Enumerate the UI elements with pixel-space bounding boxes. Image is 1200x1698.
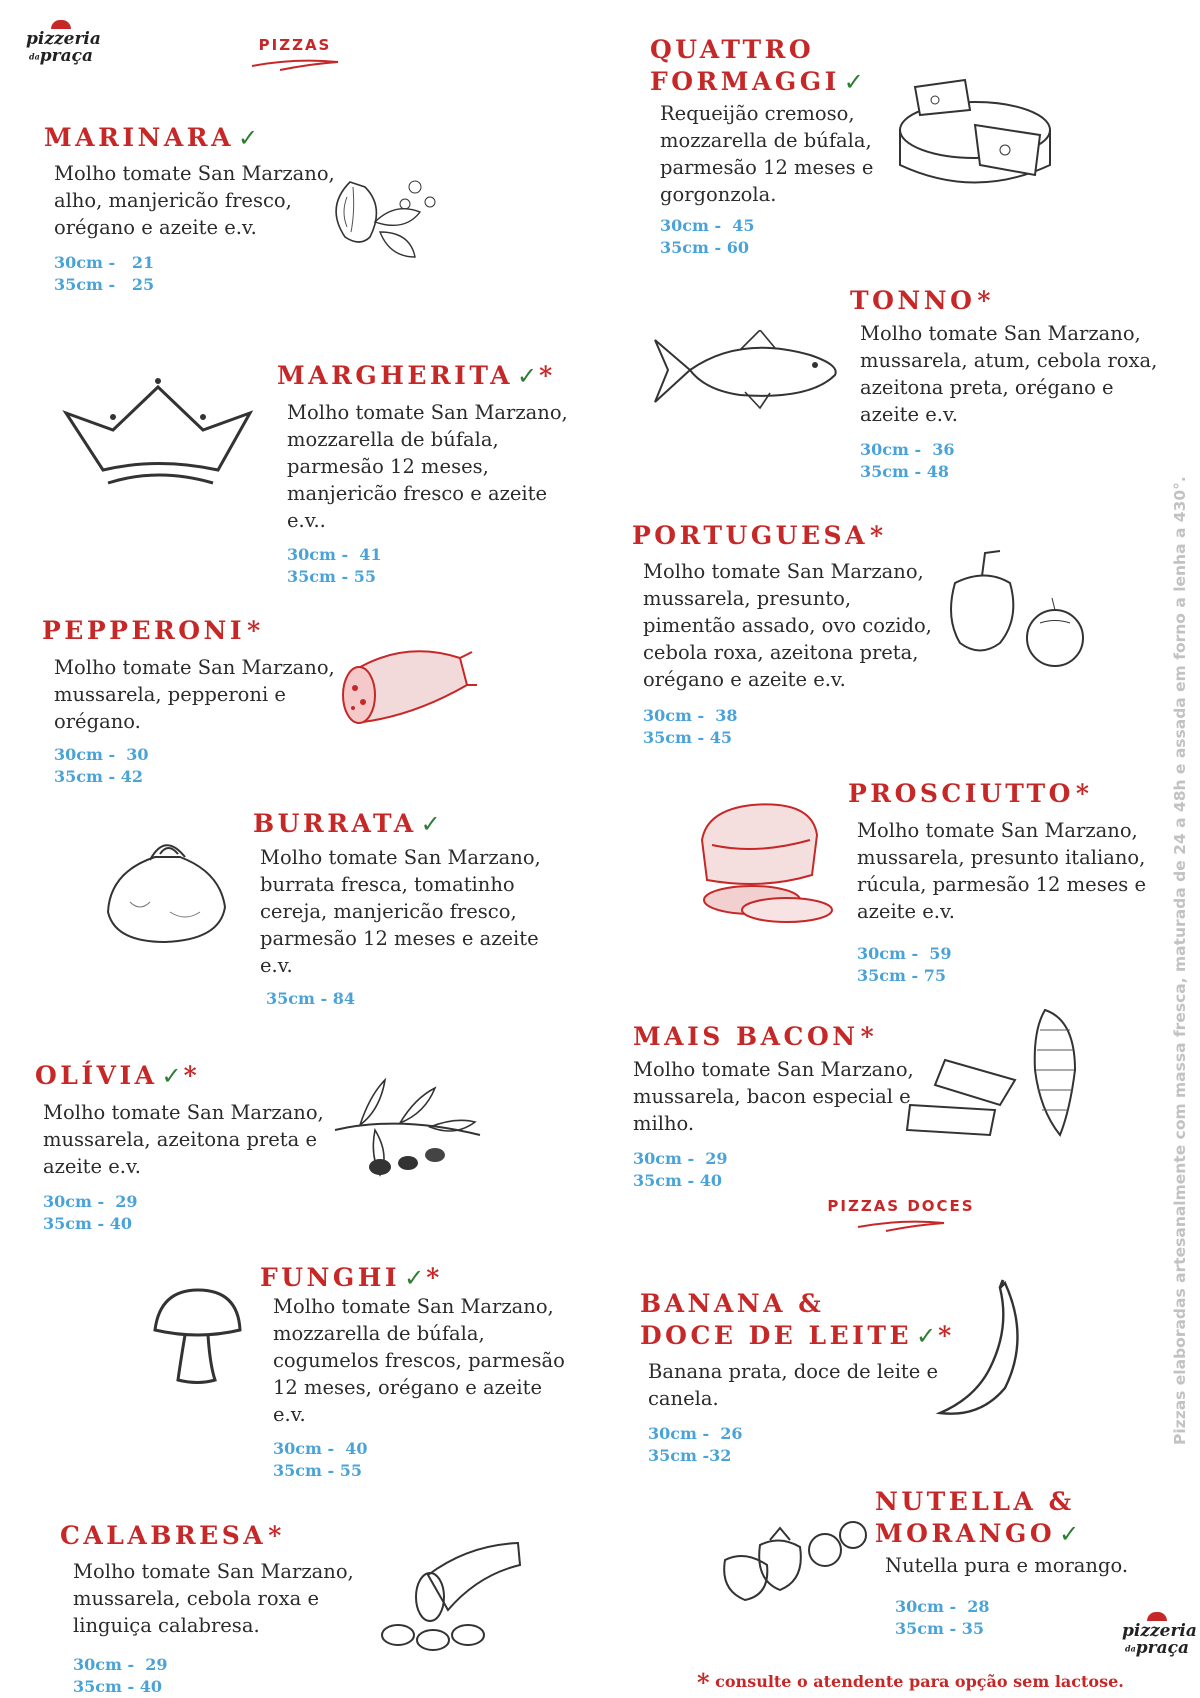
brand-line2: dapraça (1124, 1638, 1189, 1658)
leaf-icon: ✓ (161, 1062, 182, 1090)
asterisk-icon: * (860, 1022, 874, 1051)
banana-illustration (935, 1278, 1035, 1428)
leaf-icon: ✓ (420, 810, 441, 838)
pizza-quattro-formaggi (650, 34, 864, 98)
pizza-description: Molho tomate San Marzano, burrata fresca, tomatinho cereja, manjericão fresco, parmesão 12 meses e azeite e.v. (260, 846, 541, 977)
pizza-description: Banana prata, doce de leite e canela. (648, 1360, 939, 1410)
pizza-name: OLÍVIA ✓* (35, 1061, 197, 1090)
garlic-basil-illustration (325, 172, 445, 267)
strawberry-hazelnut-illustration (715, 1515, 870, 1605)
pizza-prices: 30cm - 38 35cm - 45 (643, 706, 738, 747)
pizza-name: PROSCIUTTO* (848, 779, 1089, 808)
pizza-prices: 30cm - 40 35cm - 55 (273, 1439, 368, 1480)
pizza-name: MARINARA ✓ (44, 123, 259, 152)
side-note: Pizzas elaboradas artesanalmente com massa fresca, maturada de 24 a 48h e assada em forno a lenha a 430°. (1171, 476, 1189, 1445)
pizza-name-line1: BANANA & (640, 1289, 825, 1318)
leaf-icon: ✓ (1059, 1520, 1080, 1548)
asterisk-icon: * (1075, 779, 1089, 808)
cheese-illustration (895, 75, 1055, 200)
pizza-prices: 30cm - 29 35cm - 40 (43, 1192, 138, 1233)
asterisk-icon: * (426, 1263, 440, 1292)
olive-branch-illustration (330, 1075, 485, 1185)
pizza-description: Molho tomate San Marzano, mussarela, azeitona preta e azeite e.v. (43, 1101, 324, 1178)
asterisk-icon: * (183, 1061, 197, 1090)
brand-line1: pizzeria (26, 29, 101, 49)
pizza-marinara (44, 122, 258, 154)
pizza-description: Molho tomate San Marzano, mussarela, presunto italiano, rúcula, parmesão 12 meses e azeite e.v. (857, 819, 1146, 923)
pizza-prices: 30cm - 21 35cm - 25 (54, 253, 155, 294)
leaf-icon: ✓ (843, 68, 864, 96)
swash-icon (856, 1217, 946, 1233)
asterisk-icon: * (247, 616, 261, 645)
mushroom-illustration (150, 1285, 245, 1385)
brand-logo-top (26, 20, 101, 66)
pizza-pepperoni (42, 615, 260, 647)
asterisk-icon: * (268, 1521, 282, 1550)
tuna-illustration (650, 330, 840, 410)
pizza-description: Molho tomate San Marzano, mozzarella de búfala, cogumelos frescos, parmesão 12 meses, orégano e azeite e.v. (273, 1295, 565, 1426)
salami-illustration (335, 640, 480, 735)
sweet-nutella-morango (875, 1486, 1079, 1550)
brand-line2: dapraça (28, 46, 93, 66)
crown-illustration (58, 375, 258, 490)
asterisk-icon: * (938, 1321, 952, 1350)
asterisk-icon: * (539, 361, 553, 390)
pizza-prices: 30cm - 45 35cm - 60 (660, 216, 755, 257)
pizza-description: Requeijão cremoso, mozzarella de búfala, parmesão 12 meses e gorgonzola. (660, 102, 874, 206)
pizza-margherita (277, 360, 552, 392)
sausage-illustration (378, 1535, 528, 1655)
pizza-name-line1: QUATTRO (650, 35, 815, 64)
pizza-tonno (850, 285, 990, 317)
pizza-funghi (260, 1262, 439, 1294)
leaf-icon: ✓ (404, 1264, 425, 1292)
pizza-name: BURRATA ✓ (253, 809, 441, 838)
pizza-description: Molho tomate San Marzano, mussarela, atum, cebola roxa, azeitona preta, orégano e azeite e.v. (860, 322, 1158, 426)
pizza-name-line2: FORMAGGI ✓ (650, 67, 864, 96)
pizza-name: PORTUGUESA* (632, 521, 884, 550)
brand-line1: pizzeria (1122, 1621, 1197, 1641)
burrata-illustration (100, 832, 235, 947)
pizza-portuguesa (632, 520, 883, 552)
pizza-olivia (35, 1060, 197, 1092)
pizza-prices: 30cm - 59 35cm - 75 (857, 944, 952, 985)
pizza-description: Molho tomate San Marzano, mozzarella de búfala, parmesão 12 meses, manjericão fresco e azeite e.v.. (287, 401, 568, 532)
pizza-prices: 30cm - 41 35cm - 55 (287, 545, 382, 586)
ham-illustration (692, 800, 842, 925)
sun-icon (1147, 1612, 1167, 1621)
pizza-prices: 30cm - 28 35cm - 35 (895, 1597, 990, 1638)
asterisk-icon: * (977, 286, 991, 315)
pizza-burrata (253, 808, 441, 840)
sweet-banana-doce-de-leite (640, 1288, 951, 1352)
asterisk-icon: * (697, 1668, 710, 1697)
section-header-pizzas: PIZZAS (240, 36, 350, 72)
pizza-description: Nutella pura e morango. (885, 1554, 1129, 1577)
lactose-footnote: * consulte o atendente para opção sem lactose. (697, 1668, 1124, 1697)
pizza-name: PEPPERONI* (42, 616, 261, 645)
pizza-name-line2: DOCE DE LEITE ✓* (640, 1321, 952, 1350)
pizza-name: CALABRESA* (60, 1521, 282, 1550)
pizza-prices: 35cm - 84 (266, 989, 355, 1008)
pizza-prices: 30cm - 26 35cm -32 (648, 1424, 743, 1465)
section-header-sweet: PIZZAS DOCES (816, 1197, 986, 1233)
pizza-mais-bacon (633, 1021, 874, 1053)
pizza-prices: 30cm - 30 35cm - 42 (54, 745, 149, 786)
pizza-calabresa (60, 1520, 281, 1552)
pizza-description: Molho tomate San Marzano, mussarela, presunto, pimentão assado, ovo cozido, cebola roxa, azeitona preta, orégano e azeite e.v. (643, 560, 932, 691)
brand-logo-bottom (1122, 1612, 1197, 1658)
pizza-prosciutto (848, 778, 1089, 810)
pepper-onion-illustration (940, 548, 1090, 673)
asterisk-icon: * (869, 521, 884, 550)
pizza-name: MAIS BACON* (633, 1022, 874, 1051)
pizza-prices: 30cm - 29 35cm - 40 (73, 1655, 168, 1696)
pizza-name-line2: MORANGO ✓ (875, 1519, 1080, 1548)
pizza-description: Molho tomate San Marzano, mussarela, cebola roxa e linguiça calabresa. (73, 1560, 354, 1637)
pizza-name: TONNO* (850, 286, 991, 315)
pizza-prices: 30cm - 29 35cm - 40 (633, 1149, 728, 1190)
bacon-corn-illustration (905, 1000, 1095, 1150)
pizza-prices: 30cm - 36 35cm - 48 (860, 440, 955, 481)
pizza-name-line1: NUTELLA & (875, 1487, 1075, 1516)
pizza-description: Molho tomate San Marzano, mussarela, pepperoni e orégano. (54, 656, 335, 733)
leaf-icon: ✓ (516, 362, 538, 390)
pizza-description: Molho tomate San Marzano, mussarela, bacon especial e milho. (633, 1058, 914, 1135)
leaf-icon: ✓ (916, 1322, 937, 1350)
sun-icon (51, 20, 71, 29)
pizza-description: Molho tomate San Marzano, alho, manjericão fresco, orégano e azeite e.v. (54, 162, 335, 239)
leaf-icon: ✓ (237, 124, 259, 152)
pizza-name: MARGHERITA ✓* (277, 361, 553, 390)
pizza-name: FUNGHI ✓* (260, 1263, 440, 1292)
swash-icon (250, 56, 340, 72)
